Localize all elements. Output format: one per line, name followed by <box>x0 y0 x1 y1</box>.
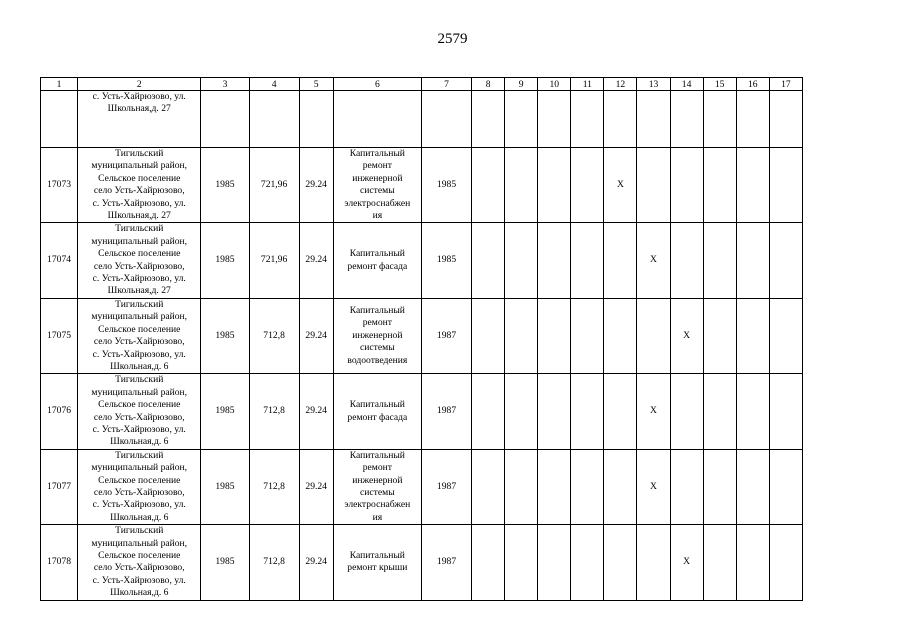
empty-cell <box>571 223 604 298</box>
address-cell: Тигильский муниципальный район, Сельское поселение село Усть-Хайрюзово, с. Усть-Хайрюзово, ул. Школьная,д. 6 <box>78 449 201 524</box>
mark-cell: X <box>670 525 703 600</box>
empty-cell <box>505 298 538 373</box>
empty-cell <box>472 298 505 373</box>
work-type-cell: Капитальный ремонт инженерной системы водоотведения <box>333 298 421 373</box>
empty-cell <box>604 449 637 524</box>
empty-cell <box>769 525 802 600</box>
column-header-17: 17 <box>769 78 802 91</box>
address-cell: Тигильский муниципальный район, Сельское поселение село Усть-Хайрюзово, с. Усть-Хайрюзово, ул. Школьная,д. 6 <box>78 298 201 373</box>
planned-year-cell: 1987 <box>421 525 471 600</box>
column-header-4: 4 <box>249 78 299 91</box>
page-number: 2579 <box>437 31 468 47</box>
planned-year-cell: 1985 <box>421 223 471 298</box>
empty-cell <box>736 525 769 600</box>
empty-cell <box>538 374 571 449</box>
rate-cell: 29.24 <box>299 298 333 373</box>
empty-cell <box>703 374 736 449</box>
table-row <box>41 449 803 524</box>
empty-cell <box>769 91 802 148</box>
continuation-row <box>41 91 803 148</box>
area-cell: 712,8 <box>249 525 299 600</box>
empty-cell <box>769 449 802 524</box>
year-cell: 1985 <box>201 298 249 373</box>
area-cell: 721,96 <box>249 223 299 298</box>
mark-cell: X <box>637 374 670 449</box>
empty-cell <box>505 223 538 298</box>
column-header-9: 9 <box>505 78 538 91</box>
table-row <box>41 374 803 449</box>
column-header-16: 16 <box>736 78 769 91</box>
table-row <box>41 298 803 373</box>
empty-cell <box>472 449 505 524</box>
table-body <box>41 78 803 601</box>
empty-cell <box>571 298 604 373</box>
empty-cell <box>299 91 333 148</box>
year-cell: 1985 <box>201 525 249 600</box>
year-cell: 1985 <box>201 449 249 524</box>
address-cell: Тигильский муниципальный район, Сельское поселение село Усть-Хайрюзово, с. Усть-Хайрюзово, ул. Школьная,д. 27 <box>78 223 201 298</box>
empty-cell <box>571 525 604 600</box>
work-type-cell: Капитальный ремонт фасада <box>333 223 421 298</box>
address-cell: Тигильский муниципальный район, Сельское поселение село Усть-Хайрюзово, с. Усть-Хайрюзово, ул. Школьная,д. 6 <box>78 525 201 600</box>
row-id-cell: 17076 <box>41 374 78 449</box>
empty-cell <box>538 298 571 373</box>
rate-cell: 29.24 <box>299 148 333 223</box>
table-row <box>41 223 803 298</box>
empty-cell <box>333 91 421 148</box>
column-header-7: 7 <box>421 78 471 91</box>
column-header-3: 3 <box>201 78 249 91</box>
planned-year-cell: 1985 <box>421 148 471 223</box>
empty-cell <box>769 223 802 298</box>
planned-year-cell: 1987 <box>421 298 471 373</box>
empty-cell <box>670 223 703 298</box>
row-id-cell: 17074 <box>41 223 78 298</box>
empty-cell <box>571 374 604 449</box>
empty-cell <box>703 298 736 373</box>
work-type-cell: Капитальный ремонт инженерной системы электроснабжен ия <box>333 449 421 524</box>
planned-year-cell: 1987 <box>421 449 471 524</box>
year-cell: 1985 <box>201 374 249 449</box>
empty-cell <box>571 91 604 148</box>
empty-cell <box>421 91 471 148</box>
empty-cell <box>670 374 703 449</box>
empty-cell <box>604 91 637 148</box>
column-header-13: 13 <box>637 78 670 91</box>
empty-cell <box>736 298 769 373</box>
area-cell: 721,96 <box>249 148 299 223</box>
row-id-cell: 17073 <box>41 148 78 223</box>
column-header-15: 15 <box>703 78 736 91</box>
header-row <box>41 78 803 91</box>
table-row <box>41 148 803 223</box>
empty-cell <box>538 91 571 148</box>
empty-cell <box>604 525 637 600</box>
empty-cell <box>505 525 538 600</box>
repair-schedule-table <box>40 77 803 601</box>
empty-cell <box>670 148 703 223</box>
empty-cell <box>505 374 538 449</box>
empty-cell <box>571 148 604 223</box>
mark-cell: X <box>637 223 670 298</box>
work-type-cell: Капитальный ремонт фасада <box>333 374 421 449</box>
empty-cell <box>472 223 505 298</box>
empty-cell <box>201 91 249 148</box>
empty-cell <box>505 91 538 148</box>
empty-cell <box>472 525 505 600</box>
column-header-11: 11 <box>571 78 604 91</box>
year-cell: 1985 <box>201 223 249 298</box>
address-cell: Тигильский муниципальный район, Сельское поселение село Усть-Хайрюзово, с. Усть-Хайрюзово, ул. Школьная,д. 6 <box>78 374 201 449</box>
empty-cell <box>637 91 670 148</box>
empty-cell <box>249 91 299 148</box>
empty-cell <box>472 148 505 223</box>
empty-cell <box>703 525 736 600</box>
work-type-cell: Капитальный ремонт инженерной системы электроснабжен ия <box>333 148 421 223</box>
column-header-5: 5 <box>299 78 333 91</box>
empty-cell <box>505 148 538 223</box>
empty-cell <box>538 148 571 223</box>
empty-cell <box>703 223 736 298</box>
empty-cell <box>769 148 802 223</box>
row-id-cell: 17077 <box>41 449 78 524</box>
column-header-8: 8 <box>472 78 505 91</box>
empty-cell <box>703 148 736 223</box>
address-cell: Тигильский муниципальный район, Сельское поселение село Усть-Хайрюзово, с. Усть-Хайрюзово, ул. Школьная,д. 27 <box>78 148 201 223</box>
rate-cell: 29.24 <box>299 223 333 298</box>
area-cell: 712,8 <box>249 374 299 449</box>
empty-cell <box>769 298 802 373</box>
work-type-cell: Капитальный ремонт крыши <box>333 525 421 600</box>
row-id-cell: 17078 <box>41 525 78 600</box>
empty-cell <box>736 374 769 449</box>
empty-cell <box>41 91 78 148</box>
empty-cell <box>670 91 703 148</box>
empty-cell <box>472 374 505 449</box>
empty-cell <box>472 91 505 148</box>
mark-cell: X <box>637 449 670 524</box>
row-id-cell: 17075 <box>41 298 78 373</box>
empty-cell <box>736 449 769 524</box>
empty-cell <box>670 449 703 524</box>
area-cell: 712,8 <box>249 298 299 373</box>
year-cell: 1985 <box>201 148 249 223</box>
column-header-6: 6 <box>333 78 421 91</box>
empty-cell <box>736 148 769 223</box>
rate-cell: 29.24 <box>299 525 333 600</box>
empty-cell <box>769 374 802 449</box>
empty-cell <box>604 374 637 449</box>
column-header-2: 2 <box>78 78 201 91</box>
empty-cell <box>703 91 736 148</box>
mark-cell: X <box>670 298 703 373</box>
empty-cell <box>538 525 571 600</box>
empty-cell <box>571 449 604 524</box>
planned-year-cell: 1987 <box>421 374 471 449</box>
mark-cell: X <box>604 148 637 223</box>
column-header-10: 10 <box>538 78 571 91</box>
column-header-12: 12 <box>604 78 637 91</box>
column-header-14: 14 <box>670 78 703 91</box>
address-cell: с. Усть-Хайрюзово, ул. Школьная,д. 27 <box>78 91 201 148</box>
empty-cell <box>637 525 670 600</box>
empty-cell <box>703 449 736 524</box>
empty-cell <box>736 91 769 148</box>
empty-cell <box>637 148 670 223</box>
empty-cell <box>538 449 571 524</box>
empty-cell <box>604 298 637 373</box>
empty-cell <box>604 223 637 298</box>
rate-cell: 29.24 <box>299 374 333 449</box>
empty-cell <box>505 449 538 524</box>
empty-cell <box>538 223 571 298</box>
area-cell: 712,8 <box>249 449 299 524</box>
empty-cell <box>637 298 670 373</box>
column-header-1: 1 <box>41 78 78 91</box>
empty-cell <box>736 223 769 298</box>
rate-cell: 29.24 <box>299 449 333 524</box>
table-row <box>41 525 803 600</box>
